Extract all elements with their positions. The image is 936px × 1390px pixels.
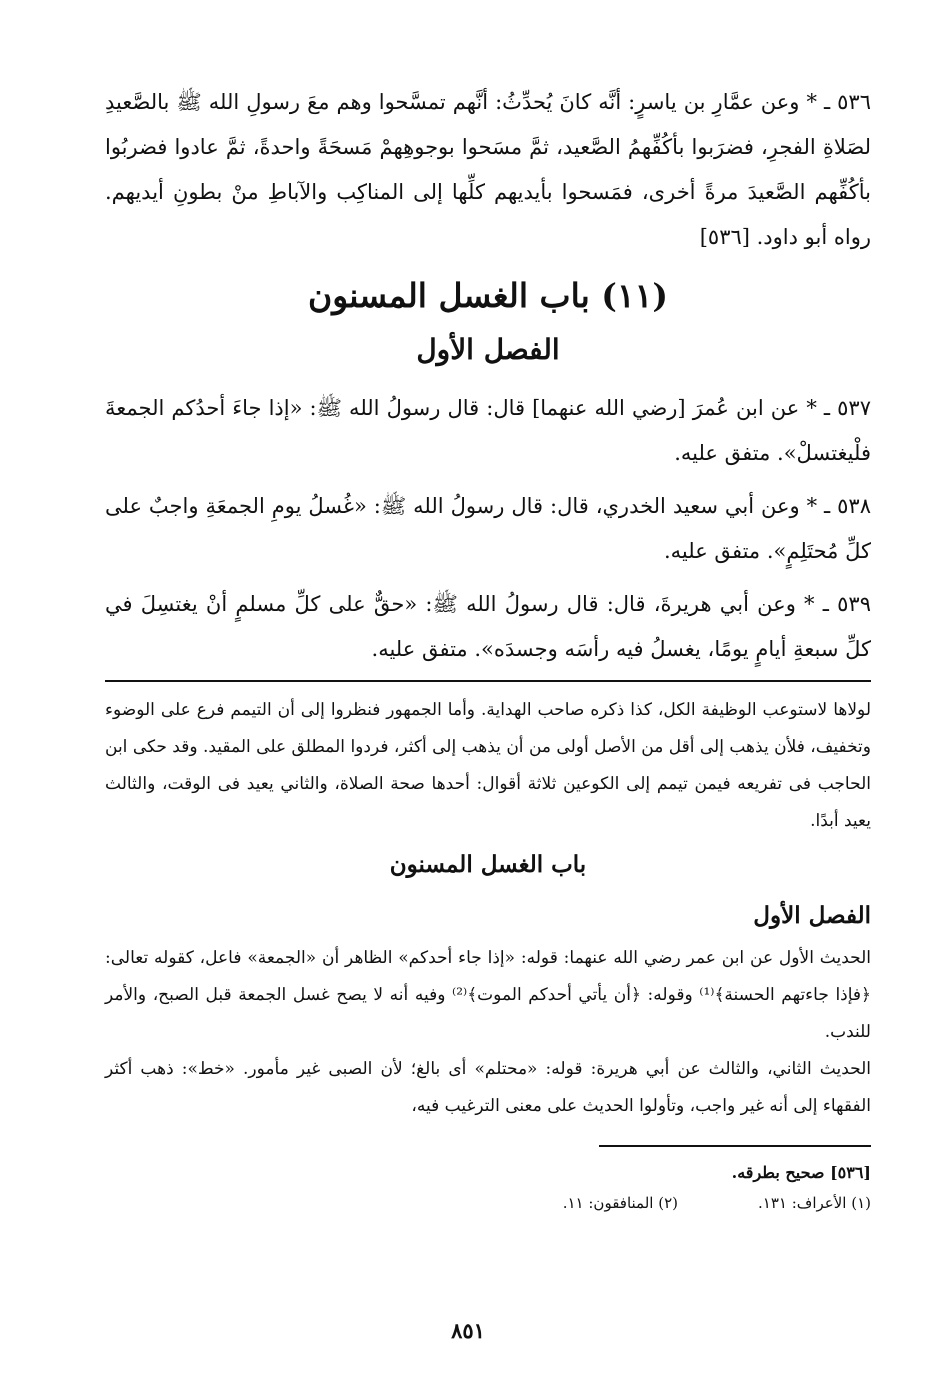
commentary-paragraph-3: الحديث الثاني، والثالث عن أبي هريرة: قوله: «محتلم» أى بالغ؛ لأن الصبى غير مأمور. «خط»: ذهب أكثر الفقهاء إلى أنه غير واجب، وتأولوا الحديث على معنى الترغيب فيه، [105,1059,871,1116]
footnote-1: (١) الأعراف: ١٣١. [758,1194,871,1212]
commentary-paragraph-1: لولاها لاستوعب الوظيفة الكل، كذا ذكره صاحب الهداية. وأما الجمهور فنظروا إلى أن التيمم فرع على الوضوء وتخفيف، فلأن يذهب إلى أقل من الأصل أولى من أن يذهب إلى أكثر، فردوا المطلق على المقيد. وقد حكى ابن الحاجب فى تفريعه فيمن تيمم إلى الكوعين ثلاثة أقوال: أحدها صحة الصلاة، والثاني يعيد فى الوقت، والثالث يعيد أبدًا. [105,700,871,831]
commentary-section-title: الفصل الأول [753,902,871,929]
footnotes-row [105,1189,871,1217]
section-title: الفصل الأول [416,333,560,366]
hadith-537: ٥٣٧ ـ * عن ابن عُمرَ [رضي الله عنهما] قال: قال رسولُ الله ﷺ: «إذا جاءَ أحدُكم الجمعةَ فلْيغتسلْ». متفق عليه. [105,396,871,465]
footnote-2: (٢) المنافقون: ١١. [562,1194,679,1212]
commentary-title: باب الغسل المسنون [389,851,587,878]
chapter-title: (١١) باب الغسل المسنون [307,276,669,315]
hadith-536: ٥٣٦ ـ * وعن عمَّارِ بن ياسرٍ: أنَّه كانَ يُحدِّثُ: أنَّهم تمسَّحوا وهم معَ رسولِ الله ﷺ بالصَّعيدِ لصَلاةِ الفجرِ، فضرَبوا بأكُفِّهمُ الصَّعيد، ثمَّ مسَحوا بوجوهِهمْ مَسحَةً واحدةً، ثمَّ عادوا فضربُوا بأكُفِّهم الصَّعيدَ مرةً أخرى، فمَسحوا بأيديهم كلِّها إلى المناكِب والآباطِ منْ بطونِ أيديهم. رواه أبو داود. [٥٣٦] [105,90,871,249]
hadith-539: ٥٣٩ ـ * وعن أبي هريرةَ، قال: قال رسولُ الله ﷺ: «حقٌّ على كلِّ مسلمٍ أنْ يغتسِلَ في كلِّ سبعةِ أيامٍ يومًا، يغسلُ فيه رأسَه وجسدَه». متفق عليه. [105,592,871,661]
commentary-paragraph-2: الحديث الأول عن ابن عمر رضي الله عنهما: قوله: «إذا جاء أحدكم» الظاهر أن «الجمعة» فاعل، كقوله تعالى: ﴿فإذا جاءتهم الحسنة﴾⁽¹⁾ وقوله: ﴿أن يأتي أحدكم الموت﴾⁽²⁾ وفيه أنه لا يصح غسل الجمعة قبل الصبح، والأمر للندب. [105,948,872,1042]
footnote-grading: [٥٣٦] صحيح بطرقه. [731,1163,871,1182]
commentary-divider [105,680,871,682]
footnote-divider [599,1145,871,1147]
hadith-538: ٥٣٨ ـ * وعن أبي سعيد الخدري، قال: قال رسولُ الله ﷺ: «غُسلُ يومِ الجمعَةِ واجبٌ على كلِّ مُحتَلِمٍ». متفق عليه. [105,494,871,563]
page-number: ٨٥١ [451,1318,485,1343]
page-body [105,80,871,1217]
